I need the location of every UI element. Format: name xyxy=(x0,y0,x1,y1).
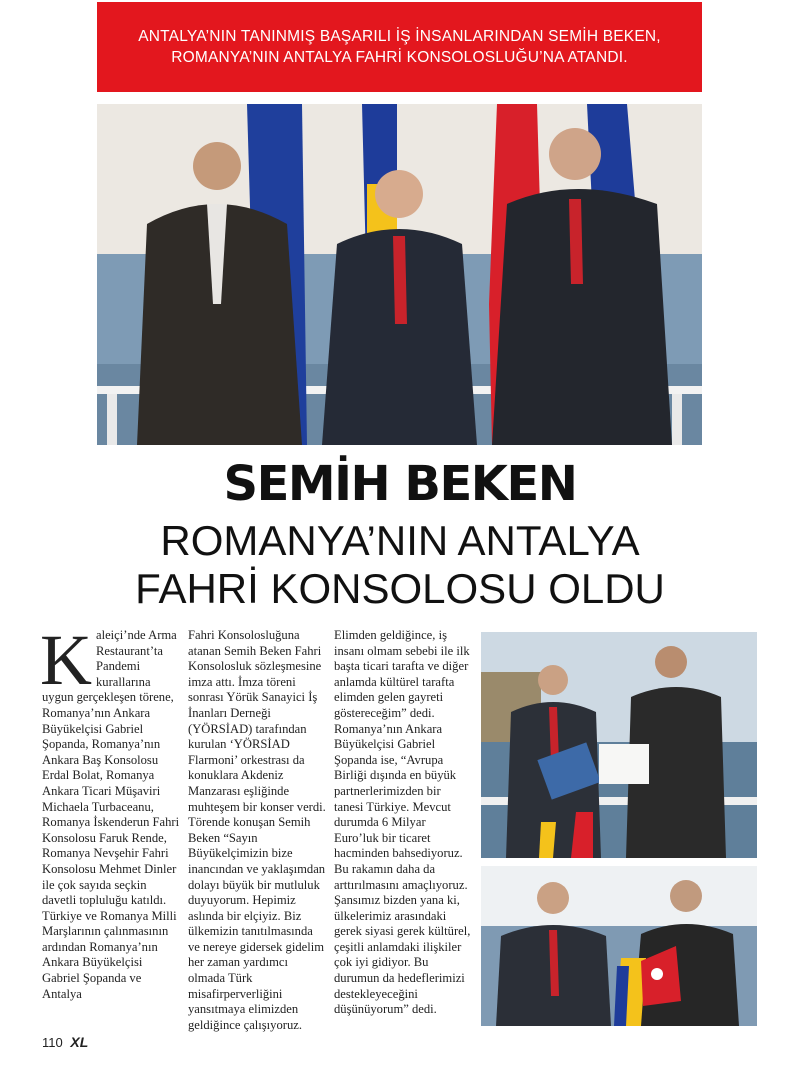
article-column-2 xyxy=(188,628,326,1033)
column-2-text: Fahri Konsolosluğuna atanan Semih Beken Fahri Konsolosluk sözleşmesine imza attı. İmza töreni sonrası Yörük Sanayici İş İnanları Derneği (YÖRSİAD) tarafından kurulan ‘YÖRSİAD Flarmoni’ orkestrası da konuklara Akdeniz Manzarası eşliğinde muhteşem bir konser verdi. Törende konuşan Semih Beken “Sayın Büyükelçimizin bize inancından ve yaklaşımdan dolayı büyük bir mutluluk duyuyorum. Hepimiz aslında bir elçiyiz. Biz ülkemizin tanıtılmasında ve nereye gidersek gidelim her zaman yardımcı olmada Türk misafirperverliğini yansıtmaya elimizden geldiğince çalışıyoruz. xyxy=(188,628,326,1032)
article-title: SEMİH BEKEN xyxy=(223,456,577,512)
side-photo-signing-illustration xyxy=(481,632,757,858)
subtitle-line-1: ROMANYA’NIN ANTALYA xyxy=(160,517,640,564)
side-photo-ceremony-illustration xyxy=(481,866,757,1026)
banner-line-1: ANTALYA’NIN TANINMIŞ BAŞARILI İŞ İNSANLARINDAN SEMİH BEKEN, xyxy=(138,28,661,45)
subtitle-line-2: FAHRİ KONSOLOSU OLDU xyxy=(135,565,665,612)
side-photo-ceremony xyxy=(481,866,757,1026)
page-footer xyxy=(42,1034,88,1050)
hero-photo xyxy=(97,104,702,445)
hero-photo-illustration xyxy=(97,104,702,445)
column-1-text: aleiçi’nde Arma Restaurant’ta Pandemi kurallarına uygun gerçekleşen törene, Romanya’nın Ankara Büyükelçisi Gabriel Şopanda, Romanya’nın Ankara Baş Konsolosu Erdal Bolat, Romanya Ankara Ticari Müşaviri Michaela Turbaceanu, Romanya İskenderun Fahri Konsolosu Faruk Rende, Romanya Nevşehir Fahri Konsolosu Mehmet Dinler ile çok sayıda seçkin davetli topluluğu katıldı. Türkiye ve Romanya Milli Marşlarının çalınmasının ardından Romanya’nın Ankara Büyükelçisi Gabriel Şopanda ve Antalya xyxy=(42,628,180,1001)
page-number: 110 xyxy=(42,1035,63,1050)
article-subtitle xyxy=(0,517,800,613)
headline-banner xyxy=(97,2,702,92)
side-photo-signing xyxy=(481,632,757,858)
column-3-text: Elimden geldiğince, iş insanı olmam sebebi ile ilk başta ticari tarafta ve diğer anlamda kültürel tarafta elimden gelen gayreti göstereceğim” dedi. Romanya’nın Ankara Büyükelçisi Gabriel Şopanda ise, “Avrupa Birliği dışında en büyük partnerlerimizden bir tanesi Türkiye. Mevcut durumda 6 Milyar Euro’luk bir ticaret hacminden bahsediyoruz. Bu rakamın daha da arttırılmasını amaçlıyoruz. Şansımız bizden yana ki, ülkelerimiz arasındaki gerek siyasi gerek kültürel, çeşitli anlamdaki ilişkiler çok iyi gidiyor. Bu durumun da hedeflerimizi destekleyeceğini düşünüyorum” dedi. xyxy=(334,628,471,1017)
article-column-3 xyxy=(334,628,471,1018)
banner-line-2: ROMANYA’NIN ANTALYA FAHRİ KONSOLOSLUĞU’NA ATANDI. xyxy=(171,49,628,66)
drop-cap: K xyxy=(40,620,92,700)
magazine-logo: XL xyxy=(70,1034,89,1050)
article-column-1 xyxy=(40,620,180,1002)
